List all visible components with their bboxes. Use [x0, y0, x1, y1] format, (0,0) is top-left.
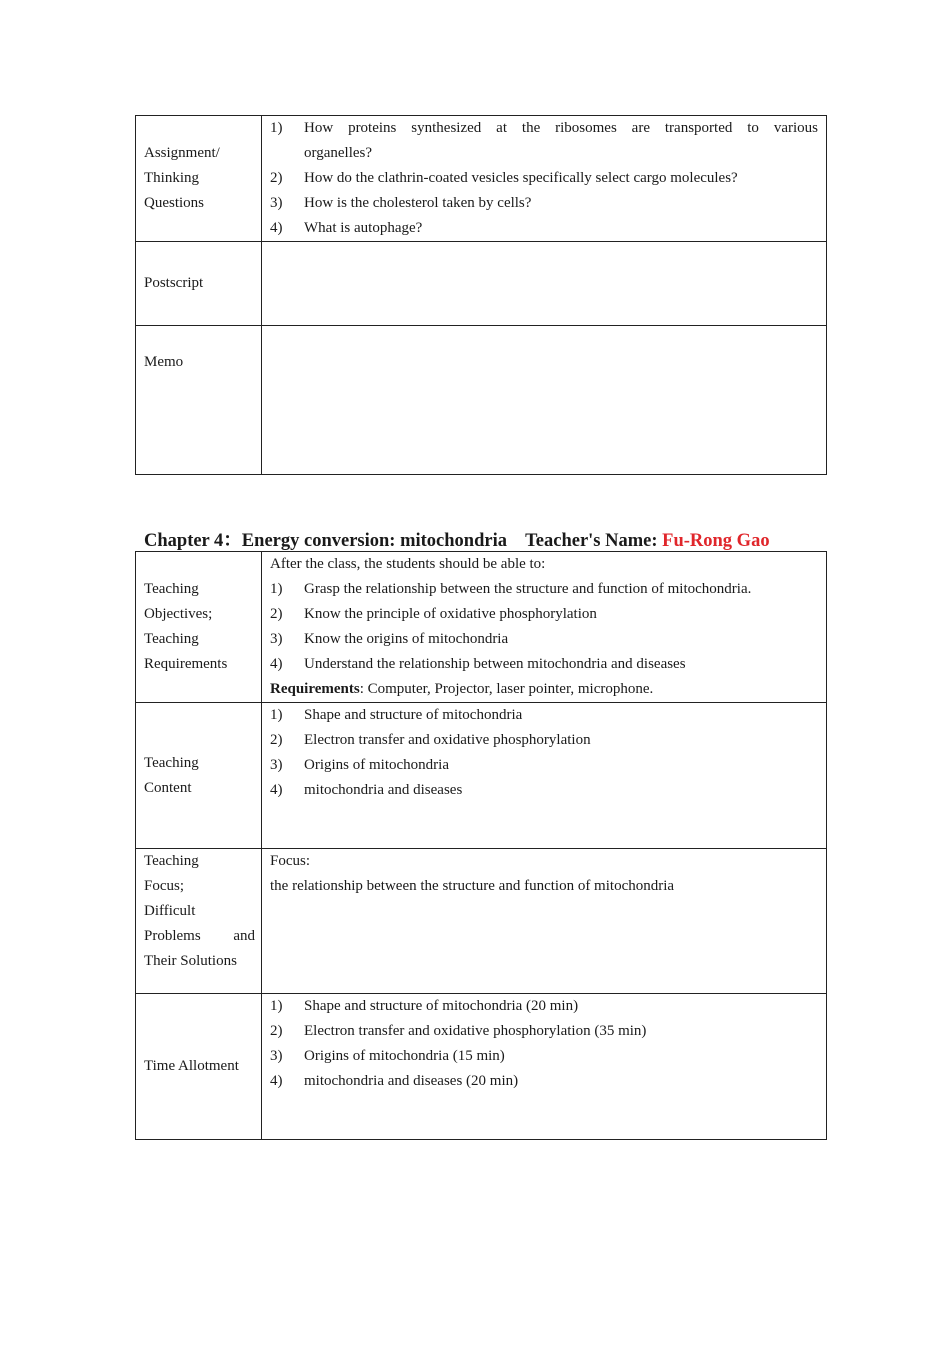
requirements-text: : Computer, Projector, laser pointer, microphone.: [359, 681, 654, 697]
item-text: Origins of mitochondria: [304, 757, 449, 773]
objectives-intro: After the class, the students should be able to:: [270, 556, 546, 572]
requirements-line: [270, 677, 818, 702]
memo-content-cell: [262, 326, 827, 475]
item-text: Electron transfer and oxidative phosphorylation (35 min): [304, 1023, 647, 1039]
item-text: How proteins synthesized at the ribosomes are transported to various: [304, 120, 818, 136]
item-text: How is the cholesterol taken by cells?: [304, 195, 532, 211]
postscript-content-cell: [262, 242, 827, 326]
focus-text: the relationship between the structure and function of mitochondria: [270, 878, 675, 894]
assignment-table: [135, 115, 827, 475]
list-item: [270, 577, 818, 602]
list-item: [270, 1069, 818, 1094]
label-line: Teaching: [144, 631, 199, 647]
content-content-cell: [262, 703, 827, 849]
item-number: 2): [270, 170, 283, 186]
item-number: 1): [270, 707, 283, 723]
list-item: [270, 116, 818, 166]
assignment-content-cell: [262, 116, 827, 242]
postscript-label: Postscript: [136, 242, 262, 326]
item-number: 3): [270, 631, 283, 647]
label-line: Content: [144, 779, 192, 796]
list-item: [270, 778, 818, 803]
requirements-label: Requirements: [270, 681, 360, 697]
item-text: Know the principle of oxidative phosphorylation: [304, 606, 597, 622]
item-text: organelles?: [304, 145, 373, 161]
label-word: and: [233, 928, 255, 944]
label-line: [144, 924, 255, 949]
focus-heading: Focus:: [270, 853, 311, 869]
chapter-heading: [144, 526, 770, 552]
item-number: 2): [270, 732, 283, 748]
item-number: 1): [270, 998, 283, 1014]
item-number: 4): [270, 1073, 283, 1089]
teaching-plan-table: [135, 551, 827, 1140]
objectives-content-cell: [262, 552, 827, 703]
list-item: [270, 216, 818, 241]
item-text: Origins of mitochondria (15 min): [304, 1048, 505, 1064]
item-text: Shape and structure of mitochondria: [304, 707, 523, 723]
item-text: mitochondria and diseases (20 min): [304, 1073, 519, 1089]
item-number: 2): [270, 1023, 283, 1039]
list-item: [270, 994, 818, 1019]
item-number: 1): [270, 581, 283, 597]
item-text: Shape and structure of mitochondria (20 min): [304, 998, 579, 1014]
list-item: [270, 191, 818, 216]
list-item: [270, 166, 818, 191]
list-item: [270, 753, 818, 778]
teacher-name: Fu-Rong Gao: [662, 531, 770, 551]
label-line: Requirements: [144, 656, 228, 672]
item-text: Understand the relationship between mitochondria and diseases: [304, 656, 686, 672]
list-item: [270, 1019, 818, 1044]
list-item: [270, 652, 818, 677]
list-item: [270, 728, 818, 753]
item-number: 3): [270, 757, 283, 773]
focus-label-cell: [136, 849, 262, 994]
objectives-label-cell: [136, 552, 262, 703]
item-number: 4): [270, 656, 283, 672]
label-line: Assignment/: [144, 145, 220, 161]
item-text: Grasp the relationship between the structure and function of mitochondria.: [304, 581, 752, 597]
content-label-cell: [136, 703, 262, 849]
item-number: 4): [270, 782, 283, 798]
item-text: What is autophage?: [304, 220, 423, 236]
item-text: mitochondria and diseases: [304, 782, 463, 798]
item-text: How do the clathrin-coated vesicles specifically select cargo molecules?: [304, 170, 738, 186]
item-number: 3): [270, 1048, 283, 1064]
label-line: Questions: [144, 195, 204, 211]
list-item: [270, 602, 818, 627]
time-content-cell: [262, 994, 827, 1140]
item-number: 1): [270, 120, 283, 136]
time-allotment-label: Time Allotment: [136, 994, 262, 1140]
list-item: [270, 627, 818, 652]
list-item: [270, 703, 818, 728]
chapter-title: Chapter 4：Energy conversion: mitochondria: [144, 531, 507, 551]
teacher-label: Teacher's Name:: [525, 531, 658, 551]
item-number: 3): [270, 195, 283, 211]
item-text: Electron transfer and oxidative phosphorylation: [304, 732, 591, 748]
focus-content-cell: [262, 849, 827, 994]
memo-label: Memo: [136, 326, 262, 475]
label-word: Problems: [144, 928, 201, 944]
list-item: [270, 1044, 818, 1069]
label-line: Teaching: [144, 853, 199, 869]
label-line: Difficult: [144, 903, 196, 919]
label-line: Teaching: [144, 754, 199, 771]
label-line: Focus;: [144, 878, 185, 894]
label-line: Thinking: [144, 170, 199, 186]
item-text: Know the origins of mitochondria: [304, 631, 509, 647]
label-line: Their Solutions: [144, 953, 237, 969]
assignment-label-cell: [136, 116, 262, 242]
item-number: 2): [270, 606, 283, 622]
item-number: 4): [270, 220, 283, 236]
label-line: Objectives;: [144, 606, 213, 622]
label-line: Teaching: [144, 581, 199, 597]
